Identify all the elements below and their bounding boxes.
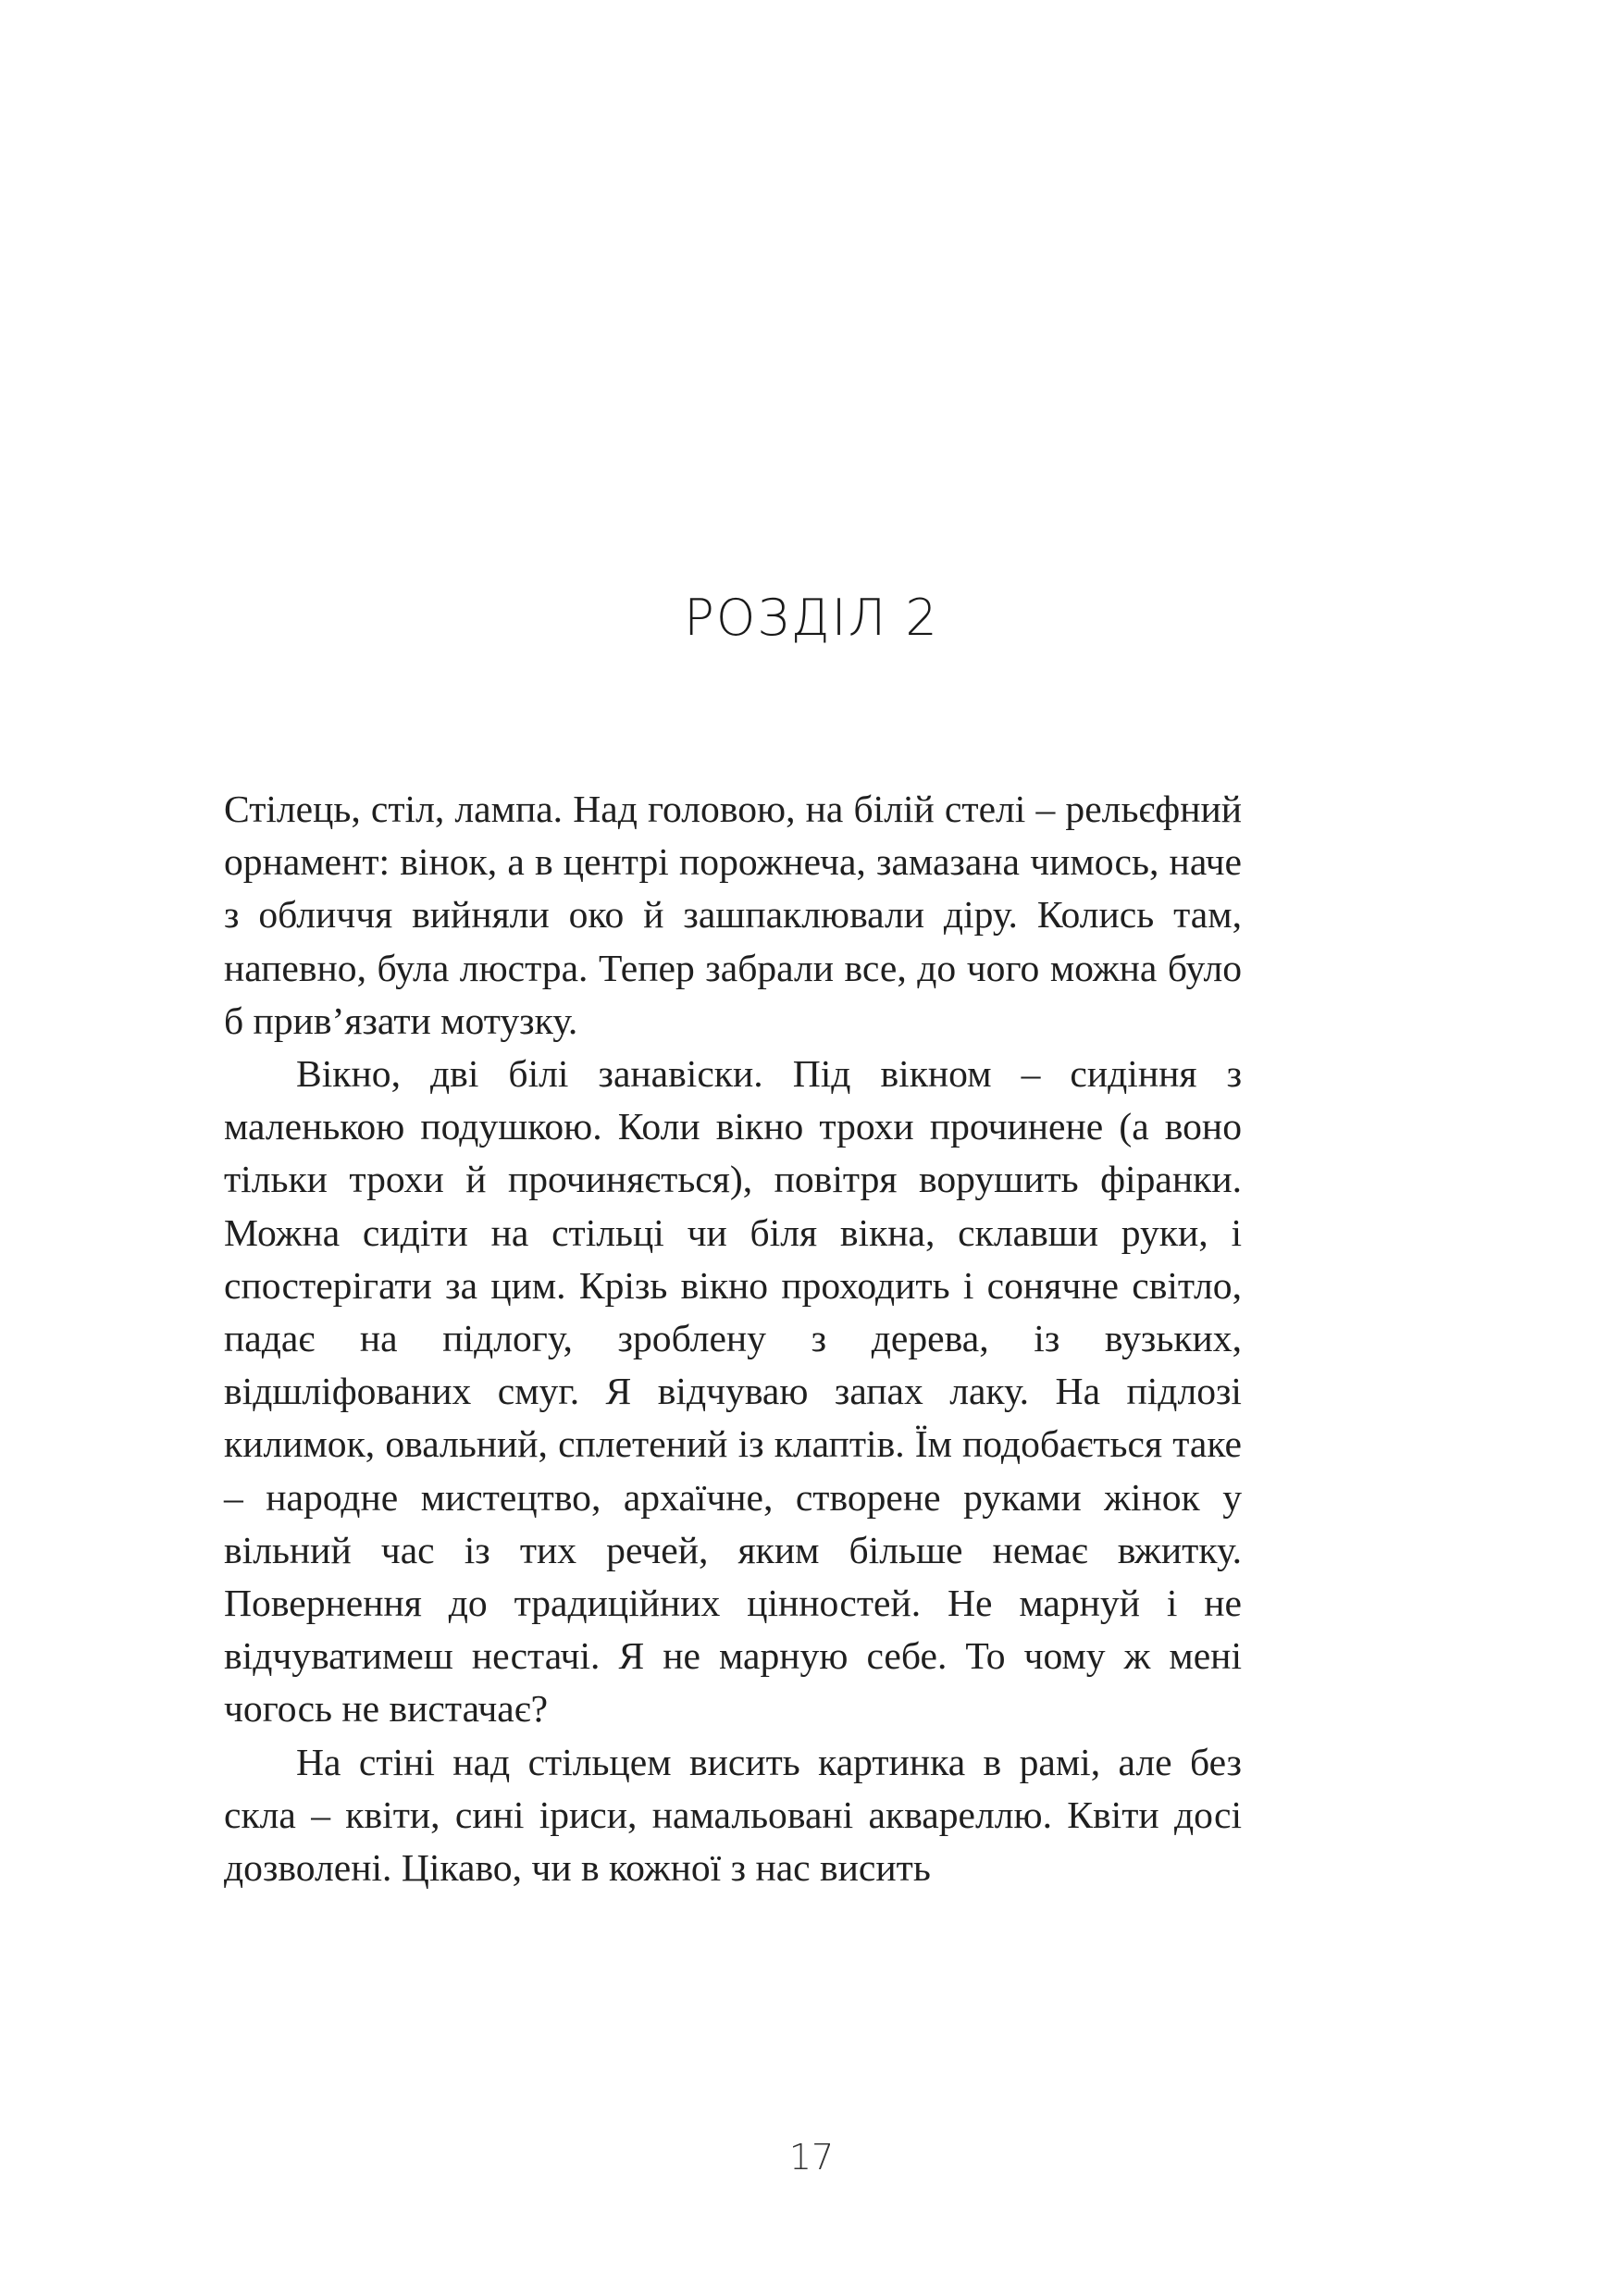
paragraph-2: Вікно, дві білі занавіски. Під вікном – сидіння з маленькою подушкою. Коли вікно трохи прочинене (а воно тільки трохи й прочиняється), повітря ворушить фіранки. Можна сидіти на стільці чи біля вікна, склавши руки, і спостерігати за цим. Крізь вікно проходить і сонячне світло, падає на підлогу, зроблену з дерева, із вузьких, відшліфованих смуг. Я відчуваю запах лаку. На підлозі килимок, овальний, сплетений із клаптів. Їм подобається таке – народне мистецтво, архаїчне, створене руками жінок у вільний час із тих речей, яким більше немає вжитку. Повернення до традиційних цінностей. Не марнуй і не відчуватимеш нестачі. Я не марную себе. То чому ж мені чогось не вистачає? <box>224 1052 1242 1731</box>
paragraph-3: На стіні над стільцем висить картинка в рамі, але без скла – квіти, сині іриси, намальовані аквареллю. Квіти досі дозволені. Цікаво, чи в кожної з нас висить <box>224 1740 1242 1890</box>
body-text <box>224 783 1242 1894</box>
paragraph-1: Стілець, стіл, лампа. Над головою, на білій стелі – рельєфний орнамент: вінок, а в центрі порожнеча, замазана чимось, наче з обличчя вийняли око й зашпаклювали діру. Колись там, напевно, була люстра. Тепер забрали все, до чого можна було б прив’язати мотузку. <box>224 788 1242 1042</box>
page-number: 17 <box>788 2137 835 2178</box>
chapter-title: РОЗДІЛ 2 <box>684 589 939 647</box>
